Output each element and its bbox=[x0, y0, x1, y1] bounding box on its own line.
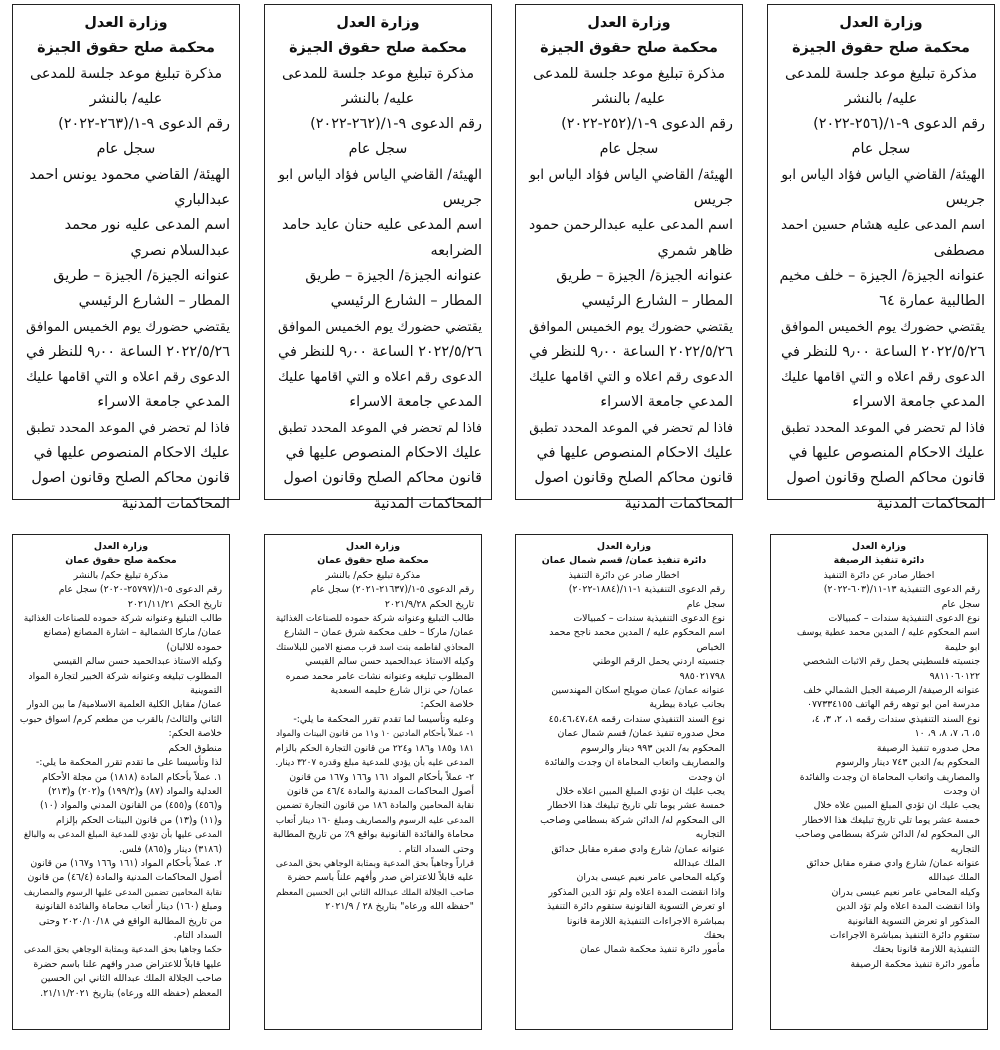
notice-line: سجل عام bbox=[599, 141, 659, 158]
bottom-notice-1 bbox=[12, 534, 230, 1030]
notice-line: عمان/ مقابل الكلية العلمية الاسلامية/ ما بين الدوار bbox=[27, 699, 222, 711]
notice-line: سجل عام bbox=[851, 141, 911, 158]
notice-line: يقتضي حضورك يوم الخميس الموافق bbox=[278, 319, 482, 335]
notice-line: دائرة تنفيذ الرصيفة bbox=[833, 555, 925, 567]
notice-line: ٩٨١١٠٦٠١٢٢ bbox=[929, 670, 980, 682]
notice-line: مذكرة تبليغ موعد جلسة للمدعى bbox=[29, 65, 223, 82]
notice-line: مذكرة تبليغ موعد جلسة للمدعى bbox=[532, 65, 726, 82]
notice-line: تاريخ الحكم ٢٠٢١/٩/٢٨ bbox=[384, 598, 474, 610]
notice-line: والمصاريف واتعاب المحاماة ان وجدت والفائدة bbox=[544, 757, 725, 769]
notice-line: رقم الدعوى التنفيذية ١-١١/(١٨٨٤-٢٠٢٢) bbox=[568, 584, 725, 596]
notice-line: المدعي جامعة الاسراء bbox=[852, 394, 985, 411]
notice-line: المعظم (حفظه الله ورعاه) بتاريخ ٢١/١١/٢٠٢١. bbox=[40, 987, 222, 999]
notice-line: المحاذي لفاطمه بنت اسد قرب مصنع الامين للبلاستك bbox=[275, 642, 474, 653]
notice-line: المحكوم به/ الدين ٩٩٣ دينار والرسوم bbox=[580, 742, 725, 754]
notice-line: ٢. عملاً بأحكام المواد (١٦١ و١٦٦ و١٦٧) من قانون bbox=[30, 857, 222, 869]
notice-line: وزارة العدل bbox=[851, 541, 907, 552]
notice-line: عليه/ بالنشر bbox=[89, 90, 163, 107]
notice-line: عليه/ بالنشر bbox=[592, 90, 666, 107]
notice-line: مذكرة تبليغ حكم/ بالنشر bbox=[325, 569, 421, 581]
notice-line: رقم الدعوى ٩-١/(٢٥٢-٢٠٢٢) bbox=[561, 116, 733, 133]
notice-line: نقابة المحامين والمادة ١٨٦ من قانون التجارة تضمين bbox=[276, 800, 474, 812]
notice-line: الدعوى رقم اعلاه و التي اقامها عليك bbox=[25, 370, 230, 386]
notice-line: وعليه وتأسيسا لما تقدم تقرر المحكمة ما يلي:- bbox=[293, 713, 474, 725]
notice-line: المدعي جامعة الاسراء bbox=[97, 394, 230, 411]
notice-line: وزارة العدل bbox=[587, 15, 671, 31]
notice-line: محكمة صلح حقوق الجيزة bbox=[792, 40, 970, 57]
notice-line: أصول المحاكمات المدنية والمادة ٤٦/٤ من قانون bbox=[286, 785, 474, 797]
notice-line: ٢٠٢٢/٥/٢٦ الساعة ٩٫٠٠ للنظر في bbox=[25, 343, 230, 360]
notice-line: عليك الاحكام المنصوص عليها في bbox=[33, 445, 230, 462]
notice-line: المحاكمات المدنية bbox=[121, 495, 230, 512]
notice-line: المدعي جامعة الاسراء bbox=[600, 394, 733, 411]
notice-line: أصول المحاكمات المدنية والمادة (٤٦/٤) من قانون bbox=[27, 872, 222, 884]
notice-line: خمسة عشر يوما تلي تاريخ تبليغك هذا الاخطار bbox=[802, 814, 980, 826]
notice-line: عنوانه الجيزة/ الجيزة – طريق bbox=[305, 267, 482, 284]
notice-line: قانون محاكم الصلح وقانون اصول bbox=[31, 470, 230, 487]
notice-line: عليها قابلاً للاعتراض صدر وافهم علنا باسم حضرة bbox=[33, 958, 222, 970]
notice-line: و(١١) و(١٣) من قانون البينات الحكم بإلزام bbox=[55, 814, 222, 826]
notice-line: واذا انقضت المدة اعلاه ولم تؤد الدين bbox=[836, 901, 980, 913]
notice-line: والمصاريف واتعاب المحاماة ان وجدت والفائدة bbox=[799, 771, 980, 783]
bottom-notice-2 bbox=[264, 534, 482, 1030]
notice-line: عليه/ بالنشر bbox=[341, 90, 415, 107]
notice-line: المحاكمات المدنية bbox=[373, 495, 482, 512]
notice-line: المطار – الشارع الرئيسي bbox=[581, 293, 733, 310]
notice-line: ان وجدت bbox=[943, 785, 980, 797]
notice-line: بجانب عيادة بيطرية bbox=[649, 699, 725, 711]
notice-line: منطوق الحكم bbox=[168, 742, 222, 754]
notice-line: صاحب الجلالة الملك عبدالله الثاني ابن الحسين bbox=[40, 973, 222, 985]
notice-line: محكمة صلح حقوق عمان bbox=[317, 555, 429, 567]
notice-line: وزارة العدل bbox=[93, 541, 149, 552]
notice-line: يجب عليك ان تؤدي المبلغ المبين اعلاه خلال bbox=[556, 785, 725, 797]
notice-line: المذكور او تعرض التسوية القانونية bbox=[847, 915, 980, 927]
notice-line: جريس bbox=[442, 192, 482, 209]
notice-line: عنوانه عمان/ شارع وادي صقره مقابل حدائق bbox=[551, 843, 725, 855]
notice-line: فاذا لم تحضر في الموعد المحدد تطبق bbox=[781, 420, 985, 436]
notice-line: جنسيته فلسطيني يحمل رقم الاثبات الشخصي bbox=[802, 656, 980, 668]
notice-line: المدعى عليه الرسوم والمصاريف ومبلغ ١٦٠ دينار أتعاب bbox=[275, 815, 474, 826]
notice-line: ٢- عملاً بأحكام المواد ١٦١ و١٦٦ و١٦٧ من قانون bbox=[289, 771, 474, 783]
notice-line: مذكرة تبليغ موعد جلسة للمدعى bbox=[281, 65, 475, 82]
notice-line: وكيله الاستاذ عبدالحميد حسن سالم القيسي bbox=[53, 656, 222, 668]
notice-line: عنوانه الجيزة/ الجيزة – طريق bbox=[53, 267, 230, 284]
notice-line: ١- عملاً بأحكام المادتين ١٠ و١١ من قانون البينات والمواد bbox=[276, 729, 474, 740]
notice-line: من تاريخ المطالبة الواقع في ٢٠٢٠/١٠/١٨ وحتى bbox=[38, 915, 222, 927]
notice-line: رقم الدعوى ٩-١/(٢٥٦-٢٠٢٢) bbox=[813, 116, 985, 133]
notice-line: اسم المدعى عليه هشام حسين احمد bbox=[780, 218, 985, 234]
notice-line: لذا وتأسيسا على ما تقدم تقرر المحكمة ما يلي:- bbox=[35, 757, 222, 769]
notice-line: مأمور دائرة تنفيذ محكمة شمال عمان bbox=[580, 944, 725, 956]
notice-line: عنوانه عمان/ عمان صويلح اسكان المهندسين bbox=[551, 685, 725, 697]
notice-line: اخطار صادر عن دائرة التنفيذ bbox=[823, 569, 935, 581]
notice-line: اسم المدعى عليه نور محمد bbox=[64, 217, 230, 234]
notice-line: قانون محاكم الصلح وقانون اصول bbox=[283, 470, 482, 487]
notice-line: محكمة صلح حقوق الجيزة bbox=[37, 40, 215, 57]
notice-line: رقم الدعوى ٥-١/(٢٥٧٩٧-٢٠٢٠) سجل عام bbox=[58, 584, 222, 596]
notice-line: عنوانه عمان/ شارع وادي صقره مقابل حدائق bbox=[806, 857, 980, 869]
notice-line: قانون محاكم الصلح وقانون اصول bbox=[786, 470, 985, 487]
notice-line: ١. عملاً بأحكام المادة (١٨١٨) من مجلة الأحكام bbox=[42, 771, 222, 783]
notice-line: المحاكمات المدنية bbox=[876, 495, 985, 512]
notice-line: نقابة المحامين تضمين المدعى عليها الرسوم والمصاريف bbox=[23, 887, 222, 898]
notice-line: بمباشرة الاجراءات التنفيذية اللازمة قانونا bbox=[566, 915, 725, 927]
notice-line: رقم الدعوى التنفيذية ١٣-١١/(٦٠٣-٢٠٢٢) bbox=[823, 584, 980, 596]
notice-line: وزارة العدل bbox=[596, 541, 652, 552]
notice-line: ان وجدت bbox=[688, 771, 725, 783]
notice-line: ظاهر شمري bbox=[657, 242, 733, 259]
notice-line: محكمة صلح حقوق الجيزة bbox=[289, 40, 467, 57]
notice-line: محل صدوره تنفيذ الرصيفة bbox=[876, 742, 980, 754]
notice-line: مدرسة امن ابو توهه رقم الهاتف ٠٧٧٣٣٤١٥٥ bbox=[806, 699, 980, 711]
notice-line: عليك الاحكام المنصوص عليها في bbox=[788, 445, 985, 462]
notice-line: ٢٠٢٢/٥/٢٦ الساعة ٩٫٠٠ للنظر في bbox=[528, 343, 733, 360]
notice-line: عمان/ حي نزال شارع حليمه السعدية bbox=[330, 685, 474, 697]
notice-line: محكمة صلح حقوق الجيزة bbox=[540, 40, 718, 57]
notice-line: اسم المحكوم عليه / المدين محمد عطية يوسف bbox=[796, 627, 980, 639]
notice-line: وكيله المحامي عامر نعيم عيسى بدران bbox=[831, 886, 980, 898]
notice-line: عليك الاحكام المنصوص عليها في bbox=[536, 445, 733, 462]
notice-line: المحاكمات المدنية bbox=[624, 495, 733, 512]
notice-line: سجل عام bbox=[686, 598, 725, 610]
notice-line: الملك عبدالله bbox=[673, 857, 725, 869]
notice-line: عنوانه الجيزة/ الجيزة – طريق bbox=[556, 267, 733, 284]
notice-line: عمان/ ماركا – خلف محكمة شرق عمان – الشارع bbox=[283, 627, 474, 639]
notice-line: اسم المدعى عليه حنان عايد حامد bbox=[281, 217, 482, 234]
notice-line: يقتضي حضورك يوم الخميس الموافق bbox=[529, 319, 733, 335]
notice-line: اسم المدعى عليه عبدالرحمن حمود bbox=[528, 217, 733, 234]
top-notice-3 bbox=[515, 4, 743, 512]
notice-line: المدعى عليه بأن يؤدي للمدعية مبلغ وقدره ٣٢٠٧ دينار. bbox=[275, 758, 474, 769]
notice-line: وزارة العدل bbox=[336, 15, 420, 31]
notice-line: او تعرض التسوية القانونية ستقوم دائرة التنفيذ bbox=[547, 901, 725, 913]
notice-line: العدلية والمواد (٨٧) و(١٩٩/٢) و(٢٠٢) و(٢١٣) bbox=[47, 785, 222, 797]
notice-line: قراراً وجاهياً بحق المدعية وبمثابة الوجاهي بحق المدعى bbox=[275, 858, 474, 869]
notice-line: ستقوم دائرة التنفيذ بمباشرة الاجراءات bbox=[829, 929, 980, 941]
notice-line: دائرة تنفيذ عمان/ قسم شمال عمان bbox=[541, 555, 707, 567]
notice-line: سجل عام bbox=[941, 598, 980, 610]
notice-line: الى المحكوم له/ الدائن شركة بسطامي وصاحب bbox=[795, 829, 980, 841]
notice-line: ١٨١ و١٨٥ و١٨٦ و٢٢٤ من قانون التجارة الحكم بالزام bbox=[275, 742, 474, 754]
notice-line: ٥، ٦، ٧، ٨، ٩، ١٠ bbox=[914, 728, 980, 740]
notice-line: (٣١٨٦) دينار و(٨٦٥) فلس. bbox=[119, 843, 222, 855]
notice-line: يجب عليك ان تؤدي المبلغ المبين علاه خلال bbox=[813, 800, 980, 812]
notice-line: حكما وجاهيا بحق المدعية وبمثابة الوجاهي بحق المدعى bbox=[23, 945, 222, 956]
notice-line: التنفيذية اللازمة قانونا بحقك bbox=[872, 944, 980, 956]
notice-line: ابو حليمة bbox=[944, 641, 980, 653]
notice-line: رقم الدعوى ٩-١/(٢٦٣-٢٠٢٢) bbox=[58, 116, 230, 133]
notice-line: مأمور دائرة تنفيذ محكمة الرصيفة bbox=[850, 958, 980, 970]
notice-line: محكمة صلح حقوق عمان bbox=[65, 555, 177, 567]
notice-line: حموده للالبان) bbox=[166, 641, 222, 653]
notice-line: جريس bbox=[693, 192, 733, 209]
notice-line: "حفظه الله ورعاه" بتاريخ ٢٨ / ٢٠٢١/٩ bbox=[325, 901, 474, 913]
notice-line: نوع الدعوى التنفيذية سندات – كمبيالات bbox=[828, 613, 980, 625]
notice-line: يقتضي حضورك يوم الخميس الموافق bbox=[781, 319, 985, 335]
notice-line: وكيله الاستاذ عبدالحميد حسن سالم القيسي bbox=[305, 656, 474, 668]
notice-line: التموينية bbox=[190, 685, 222, 697]
notice-line: وزارة العدل bbox=[839, 15, 923, 31]
notice-line: الهيئة/ القاضي الياس فؤاد الياس ابو bbox=[781, 166, 985, 183]
notice-line: الملك عبدالله bbox=[928, 872, 980, 884]
notice-line: اخطار صادر عن دائرة التنفيذ bbox=[568, 569, 680, 581]
notice-line: اسم المحكوم عليه / المدين محمد ناجح محمد bbox=[549, 627, 725, 639]
notice-line: وكيله المحامي عامر نعيم عيسى بدران bbox=[576, 872, 725, 884]
notice-line: مذكرة تبليغ حكم/ بالنشر bbox=[73, 569, 169, 581]
notice-line: الى المحكوم له/ الدائن شركة بسطامي وصاحب bbox=[540, 814, 725, 826]
notice-line: وحتى السداد التام . bbox=[398, 843, 474, 855]
notice-line: خلاصة الحكم: bbox=[168, 728, 222, 740]
notice-line: و(٤٥٦) و(٤٥٥) من القانون المدني والمواد (١٠) bbox=[39, 800, 222, 812]
notice-line: المطار – الشارع الرئيسي bbox=[78, 293, 230, 310]
notice-line: قانون محاكم الصلح وقانون اصول bbox=[534, 470, 733, 487]
notice-line: طالب التبليغ وعنوانه شركة حموده للصناعات الغذائية bbox=[23, 613, 222, 625]
notice-line: التجاريه bbox=[695, 829, 725, 841]
notice-line: مذكرة تبليغ موعد جلسة للمدعى bbox=[784, 65, 978, 82]
notice-line: بحقك bbox=[703, 929, 725, 941]
notice-line: الهيئة/ القاضي الياس فؤاد الياس ابو bbox=[529, 166, 733, 183]
notice-line: يقتضي حضورك يوم الخميس الموافق bbox=[26, 319, 230, 335]
notice-line: ٩٨٥٠٢١٧٩٨ bbox=[679, 670, 725, 682]
notice-line: السداد التام. bbox=[173, 929, 222, 941]
notice-line: الدعوى رقم اعلاه و التي اقامها عليك bbox=[528, 370, 733, 386]
notice-line: محاماة والفائدة القانونية بواقع ٩٪ من تاريخ المطالبة bbox=[272, 829, 474, 841]
notice-line: الضرابعه bbox=[430, 242, 482, 259]
notice-line: عمان/ ماركا الشمالية – اشارة المصانع (مصانع bbox=[43, 627, 222, 639]
notice-line: الهيئة/ القاضي محمود يونس احمد bbox=[29, 166, 230, 183]
notice-line: فاذا لم تحضر في الموعد المحدد تطبق bbox=[26, 420, 230, 436]
notice-line: نوع السند التنفيذي سندات رقمه ٤٥،٤٦،٤٧،٤٨ bbox=[548, 713, 725, 725]
notice-line: الدعوى رقم اعلاه و التي اقامها عليك bbox=[277, 370, 482, 386]
notice-line: محل صدوره تنفيذ عمان/ قسم شمال عمان bbox=[557, 728, 725, 740]
notice-line: ومبلغ (١٦٠) دينار أتعاب محاماة والفائدة القانونية bbox=[35, 901, 222, 913]
notice-line: فاذا لم تحضر في الموعد المحدد تطبق bbox=[529, 420, 733, 436]
notice-line: المطلوب تبليغه وعنوانه نشات عامر محمد صمره bbox=[285, 670, 474, 682]
notice-line: مصطفى bbox=[933, 242, 985, 259]
notice-line: عليك الاحكام المنصوص عليها في bbox=[285, 445, 482, 462]
bottom-notice-3 bbox=[515, 534, 733, 1030]
notice-line: عنوانه الرصيفة/ الرصيفة الجبل الشمالي خلف bbox=[803, 685, 980, 697]
notice-line: المطار – الشارع الرئيسي bbox=[330, 293, 482, 310]
notice-line: سجل عام bbox=[348, 141, 408, 158]
notice-line: جنسيته اردني يحمل الرقم الوطني bbox=[592, 656, 725, 668]
bottom-notice-4 bbox=[770, 534, 988, 1030]
notice-line: المدعي جامعة الاسراء bbox=[349, 394, 482, 411]
notice-line: جريس bbox=[945, 192, 985, 209]
notice-line: وزارة العدل bbox=[84, 15, 168, 31]
notice-line: واذا انقضت المدة اعلاه ولم تؤد الدين المذكور bbox=[548, 886, 725, 898]
notice-line: الثاني والثالث/ بالقرب من مطعم كرم/ اسواق حبوب bbox=[19, 713, 222, 725]
notice-line: عبدالباري bbox=[174, 192, 230, 209]
notice-line: ٢٠٢٢/٥/٢٦ الساعة ٩٫٠٠ للنظر في bbox=[277, 343, 482, 360]
notice-line: تاريخ الحكم ٢٠٢١/١١/٢١ bbox=[127, 598, 222, 610]
notice-line: المدعى عليها بأن تؤدي للمدعية المبلغ المدعى به والبالغ bbox=[23, 830, 222, 841]
notice-line: عليه قابلاً للاعتراض صدر وأفهم علناً باسم حضرة bbox=[287, 872, 474, 884]
notice-line: الطالبية عمارة ٦٤ bbox=[879, 293, 985, 310]
notice-line: فاذا لم تحضر في الموعد المحدد تطبق bbox=[278, 420, 482, 436]
notice-line: عنوانه الجيزة/ الجيزة – خلف مخيم bbox=[779, 267, 985, 284]
notice-line: التجاريه bbox=[950, 843, 980, 855]
notice-line: رقم الدعوى ٩-١/(٢٦٢-٢٠٢٢) bbox=[310, 116, 482, 133]
notice-line: ٢٠٢٢/٥/٢٦ الساعة ٩٫٠٠ للنظر في bbox=[780, 343, 985, 360]
notice-line: الهيئة/ القاضي الياس فؤاد الياس ابو bbox=[278, 166, 482, 183]
notice-line: المحكوم به/ الدين ٧٤٣ دينار والرسوم bbox=[835, 757, 980, 769]
notice-line: الخباص bbox=[696, 641, 725, 653]
notice-line: المطلوب تبليغه وعنوانه شركة الخبير لتجارة المواد bbox=[28, 670, 222, 682]
notice-line: عليه/ بالنشر bbox=[844, 90, 918, 107]
top-notice-1 bbox=[12, 4, 240, 512]
top-notice-4 bbox=[767, 4, 995, 512]
notice-line: نوع السند التنفيذي سندات رقمه ١، ٢، ٣، ٤، bbox=[811, 713, 980, 725]
notice-line: خلاصة الحكم: bbox=[420, 699, 474, 711]
notice-line: سجل عام bbox=[96, 141, 156, 158]
notice-line: رقم الدعوى ٥-١/(٢١٦٣٧-٢٠٢١) سجل عام bbox=[310, 584, 474, 596]
top-notice-2 bbox=[264, 4, 492, 512]
notice-line: خمسة عشر يوما تلي تاريخ تبليغك هذا الاخطار bbox=[547, 800, 725, 812]
notice-line: طالب التبليغ وعنوانه شركة حموده للصناعات الغذائية bbox=[275, 613, 474, 625]
notice-line: وزارة العدل bbox=[345, 541, 401, 552]
notice-line: الدعوى رقم اعلاه و التي اقامها عليك bbox=[780, 370, 985, 386]
notice-line: صاحب الجلالة الملك عبدالله الثاني ابن الحسين المعظم bbox=[276, 887, 474, 898]
notice-line: عبدالسلام نصري bbox=[130, 242, 230, 259]
notice-line: نوع الدعوى التنفيذية سندات – كمبيالات bbox=[573, 613, 725, 625]
